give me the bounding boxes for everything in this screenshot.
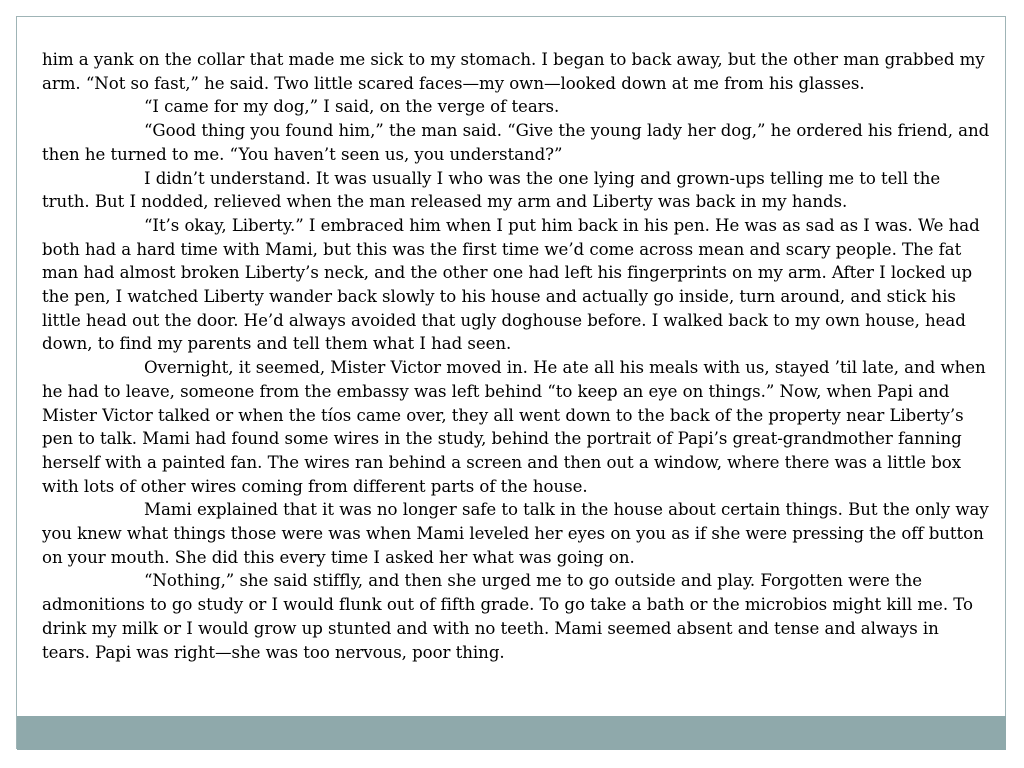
document-body [42,48,990,664]
paragraph-2: “I came for my dog,” I said, on the verge of tears. [144,97,560,117]
paragraph-4: I didn’t understand. It was usually I who was the one lying and grown-ups telling me to tell the truth. But I nodded, relieved when the man released my arm and Liberty was back in my hands. [42,168,941,212]
paragraph-1: him a yank on the collar that made me sick to my stomach. I began to back away, but the other man grabbed my arm. “Not so fast,” he said. Two little scared faces—my own—looked down at me from his glasses. [42,50,985,93]
footer-bar [17,716,1006,750]
paragraph-5: “It’s okay, Liberty.” I embraced him when I put him back in his pen. He was as sad as I was. We had both had a hard time with Mami, but this was the first time we’d come across mean and scary people. The fat man had almost broken Liberty’s neck, and the other one had left his fingerprints on my arm. After I locked up the pen, I watched Liberty wander back slowly to his house and actually go inside, turn around, and stick his little head out the door. He’d always avoided that ugly doghouse before. I walked back to my own house, head down, to find my parents and tell them what I had seen. [42,215,980,354]
paragraph-8: “Nothing,” she said stiffly, and then she urged me to go outside and play. Forgotten were the admonitions to go study or I would flunk out of fifth grade. To go take a bath or the microbios might kill me. To drink my milk or I would grow up stunted and with no teeth. Mami seemed absent and tense and always in tears. Papi was right—she was too nervous, poor thing. [42,571,973,662]
paragraph-3: “Good thing you found him,” the man said. “Give the young lady her dog,” he ordered his friend, and then he turned to me. “You haven’t seen us, you understand?” [42,121,990,164]
paragraph-6: Overnight, it seemed, Mister Victor moved in. He ate all his meals with us, stayed ’til late, and when he had to leave, someone from the embassy was left behind “to keep an eye on things.” Now, when Papi and Mister Victor talked or when the tíos came over, they all went down to the back of the property near Liberty’s pen to talk. Mami had found some wires in the study, behind the portrait of Papi’s great-grandmother fanning herself with a painted fan. The wires ran behind a screen and then out a window, where there was a little box with lots of other wires coming from different parts of the house. [42,358,986,496]
paragraph-7: Mami explained that it was no longer safe to talk in the house about certain things. But the only way you knew what things those were was when Mami leveled her eyes on you as if she were pressing the off button on your mouth. She did this every time I asked her what was going on. [42,500,989,567]
